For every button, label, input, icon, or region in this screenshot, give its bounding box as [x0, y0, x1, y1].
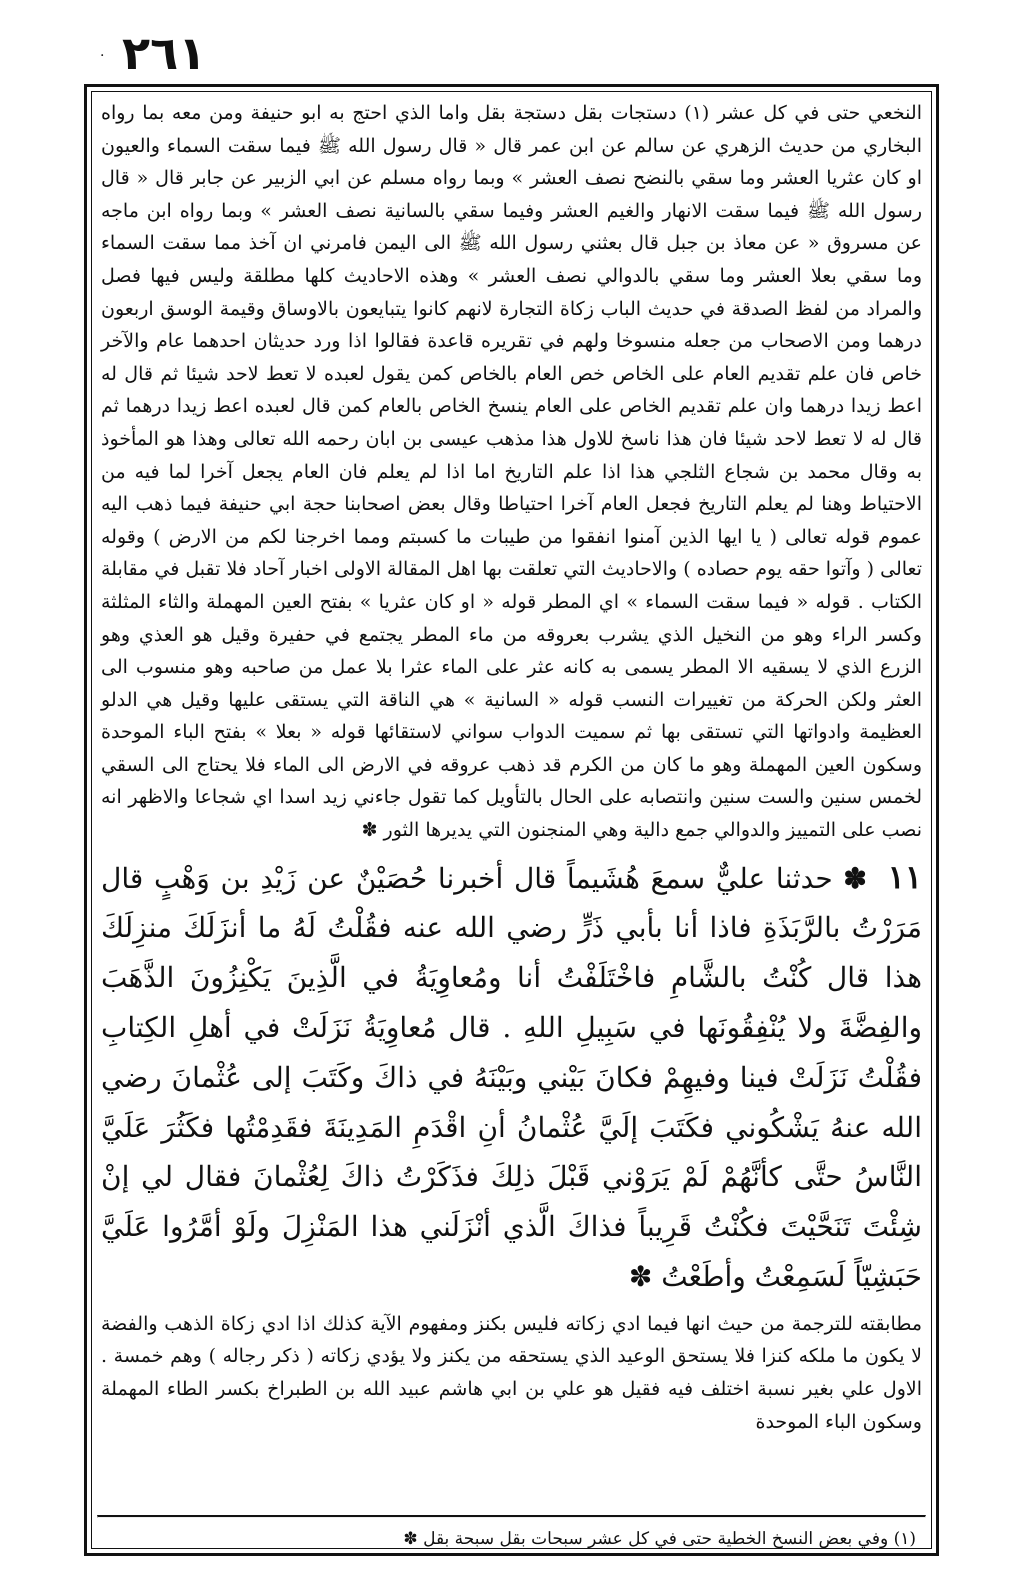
page-content: [101, 97, 922, 1444]
hadith-number: ١١: [887, 857, 922, 896]
footnote: (١) وفي بعض النسخ الخطية حتى في كل عشر سبحات بقل سبحة بقل ✽: [403, 1529, 916, 1549]
commentary-bottom: مطابقته للترجمة من حيث انها فيما ادي زكاته فليس بكنز ومفهوم الآية كذلك اذا ادي زكاة الذهب والفضة لا يكون ما ملكه كنزا فلا يستحق الوعيد الذي يستحقه من يكنز ولا يؤدي زكاته ( ذكر رجاله ) وهم خمسة . الاول علي بغير نسبة اختلف فيه فقيل هو علي بن ابي هاشم عبيد الله بن الطبراخ بكسر الطاء المهملة وسكون الباء الموحدة: [101, 1312, 922, 1433]
page-number: ٢٦١: [122, 26, 207, 80]
hadith-marker: ✽: [843, 861, 867, 895]
page-frame: [84, 84, 939, 1556]
footnote-divider: [97, 1515, 926, 1518]
hadith-block: [101, 853, 922, 1302]
commentary-top: النخعي حتى في كل عشر (١) دستجات بقل دستجة بقل واما الذي احتج به ابو حنيفة ومن معه بما رواه البخاري من حديث الزهري عن سالم عن ابن عمر قال « قال رسول الله ﷺ فيما سقت السماء والعيون او كان عثريا العشر وما سقي بالنضح نصف العشر » وبما رواه مسلم عن ابي الزبير عن جابر قال « قال رسول الله ﷺ فيما سقت الانهار والغيم العشر وفيما سقي بالسانية نصف العشر » وبما رواه ابن ماجه عن مسروق « عن معاذ بن جبل قال بعثني رسول الله ﷺ الى اليمن فامرني ان آخذ مما سقت السماء وما سقي بعلا العشر وما سقي بالدوالي نصف العشر » وهذه الاحاديث كلها مطلقة وليس فيها فصل والمراد من لفظ الصدقة في حديث الباب زكاة التجارة لانهم كانوا يتبايعون بالاوساق وقيمة الوسق اربعون درهما ومن الاصحاب من جعله منسوخا ولهم في تقريره قاعدة فقالوا اذا ورد حديثان احدهما عام والآخر خاص فان علم تقديم العام على الخاص خص العام بالخاص كمن يقول لعبده لا تعط لاحد شيئا ثم قال له اعط زيدا درهما وان علم تقديم الخاص على العام ينسخ الخاص بالعام كمن قال لعبده اعط زيدا درهما ثم قال له لا تعط لاحد شيئا فان هذا ناسخ للاول هذا مذهب عيسى بن ابان رحمه الله تعالى وهذا هو المأخوذ به وقال محمد بن شجاع الثلجي هذا اذا علم التاريخ اما اذا لم يعلم فان العام يجعل آخرا لما فيه من الاحتياط وهنا لم يعلم التاريخ فجعل العام آخرا احتياطا وقال بعض اصحابنا حجة ابي حنيفة فيما ذهب اليه عموم قوله تعالى ( يا ايها الذين آمنوا انفقوا من طيبات ما كسبتم ومما اخرجنا لكم من الارض ) وقوله تعالى ( وآتوا حقه يوم حصاده ) والاحاديث التي تعلقت بها اهل المقالة الاولى اخبار آحاد فلا تقبل في مقابلة الكتاب . قوله « فيما سقت السماء » اي المطر قوله « او كان عثريا » بفتح العين المهملة والثاء المثلثة وكسر الراء وهو من النخيل الذي يشرب بعروقه من ماء المطر يجتمع في حفيرة وقيل هو العذي وهو الزرع الذي لا يسقيه الا المطر يسمى به كانه عثر على الماء عثرا بلا عمل من صاحبه وهو منسوب الى العثر ولكن الحركة من تغييرات النسب قوله « السانية » هي الناقة التي يستقى عليها وقيل هي الدلو العظيمة وادواتها التي تستقى بها ثم سميت الدواب سواني لاستقائها قوله « بعلا » بفتح الباء الموحدة وسكون العين المهملة وهو ما كان من الكرم قد ذهب عروقه في الارض الى الماء فلا يحتاج الى السقي لخمس سنين والست سنين وانتصابه على الحال بالتأويل كما تقول جاءني زيد اسدا اي شجاعا والاظهر انه نصب على التمييز والدوالي جمع دالية وهي المنجنون التي يديرها الثور ✽: [101, 102, 922, 842]
hadith-text: حدثنا عليٌّ سمعَ هُشَيماً قال أخبرنا حُصَيْنٌ عن زَيْدِ بن وَهْبٍ قال مَرَرْتُ بالرَّبَذَةِ فاذا أنا بأبي ذَرٍّ رضي الله عنه فقُلْتُ لَهُ ما أنزَلَكَ منزِلَكَ هذا قال كُنْتُ بالشَّامِ فاخْتَلَفْتُ أنا ومُعاوِيَةُ في الَّذِينَ يَكْنِزُونَ الذَّهَبَ والفِضَّةَ ولا يُنْفِقُونَها في سَبِيلِ اللهِ . قال مُعاوِيَةُ نَزَلَتْ في أهلِ الكِتابِ فقُلْتُ نَزَلَتْ فينا وفيهِمْ فكانَ بَيْني وبَيْنَهُ في ذاكَ وكَتَبَ إلى عُثْمانَ رضي الله عنهُ يَشْكُوني فكَتَبَ إلَيَّ عُثْمانُ أنِ اقْدَمِ المَدِينَةَ فقَدِمْتُها فكَثُرَ عَلَيَّ النَّاسُ حتَّى كأنَّهُمْ لَمْ يَرَوْني قَبْلَ ذلِكَ فذَكَرْتُ ذاكَ لِعُثْمانَ فقال لي إنْ شِئْتَ تَنَحَّيْتَ فكُنْتُ قَرِيباً فذاكَ الَّذي أنْزَلَني هذا المَنْزِلَ ولَوْ أمَّرُوا عَلَيَّ حَبَشِيّاً لَسَمِعْتُ وأطَعْتُ ✽: [101, 861, 922, 1294]
page-corner-dot: ·: [100, 48, 105, 64]
